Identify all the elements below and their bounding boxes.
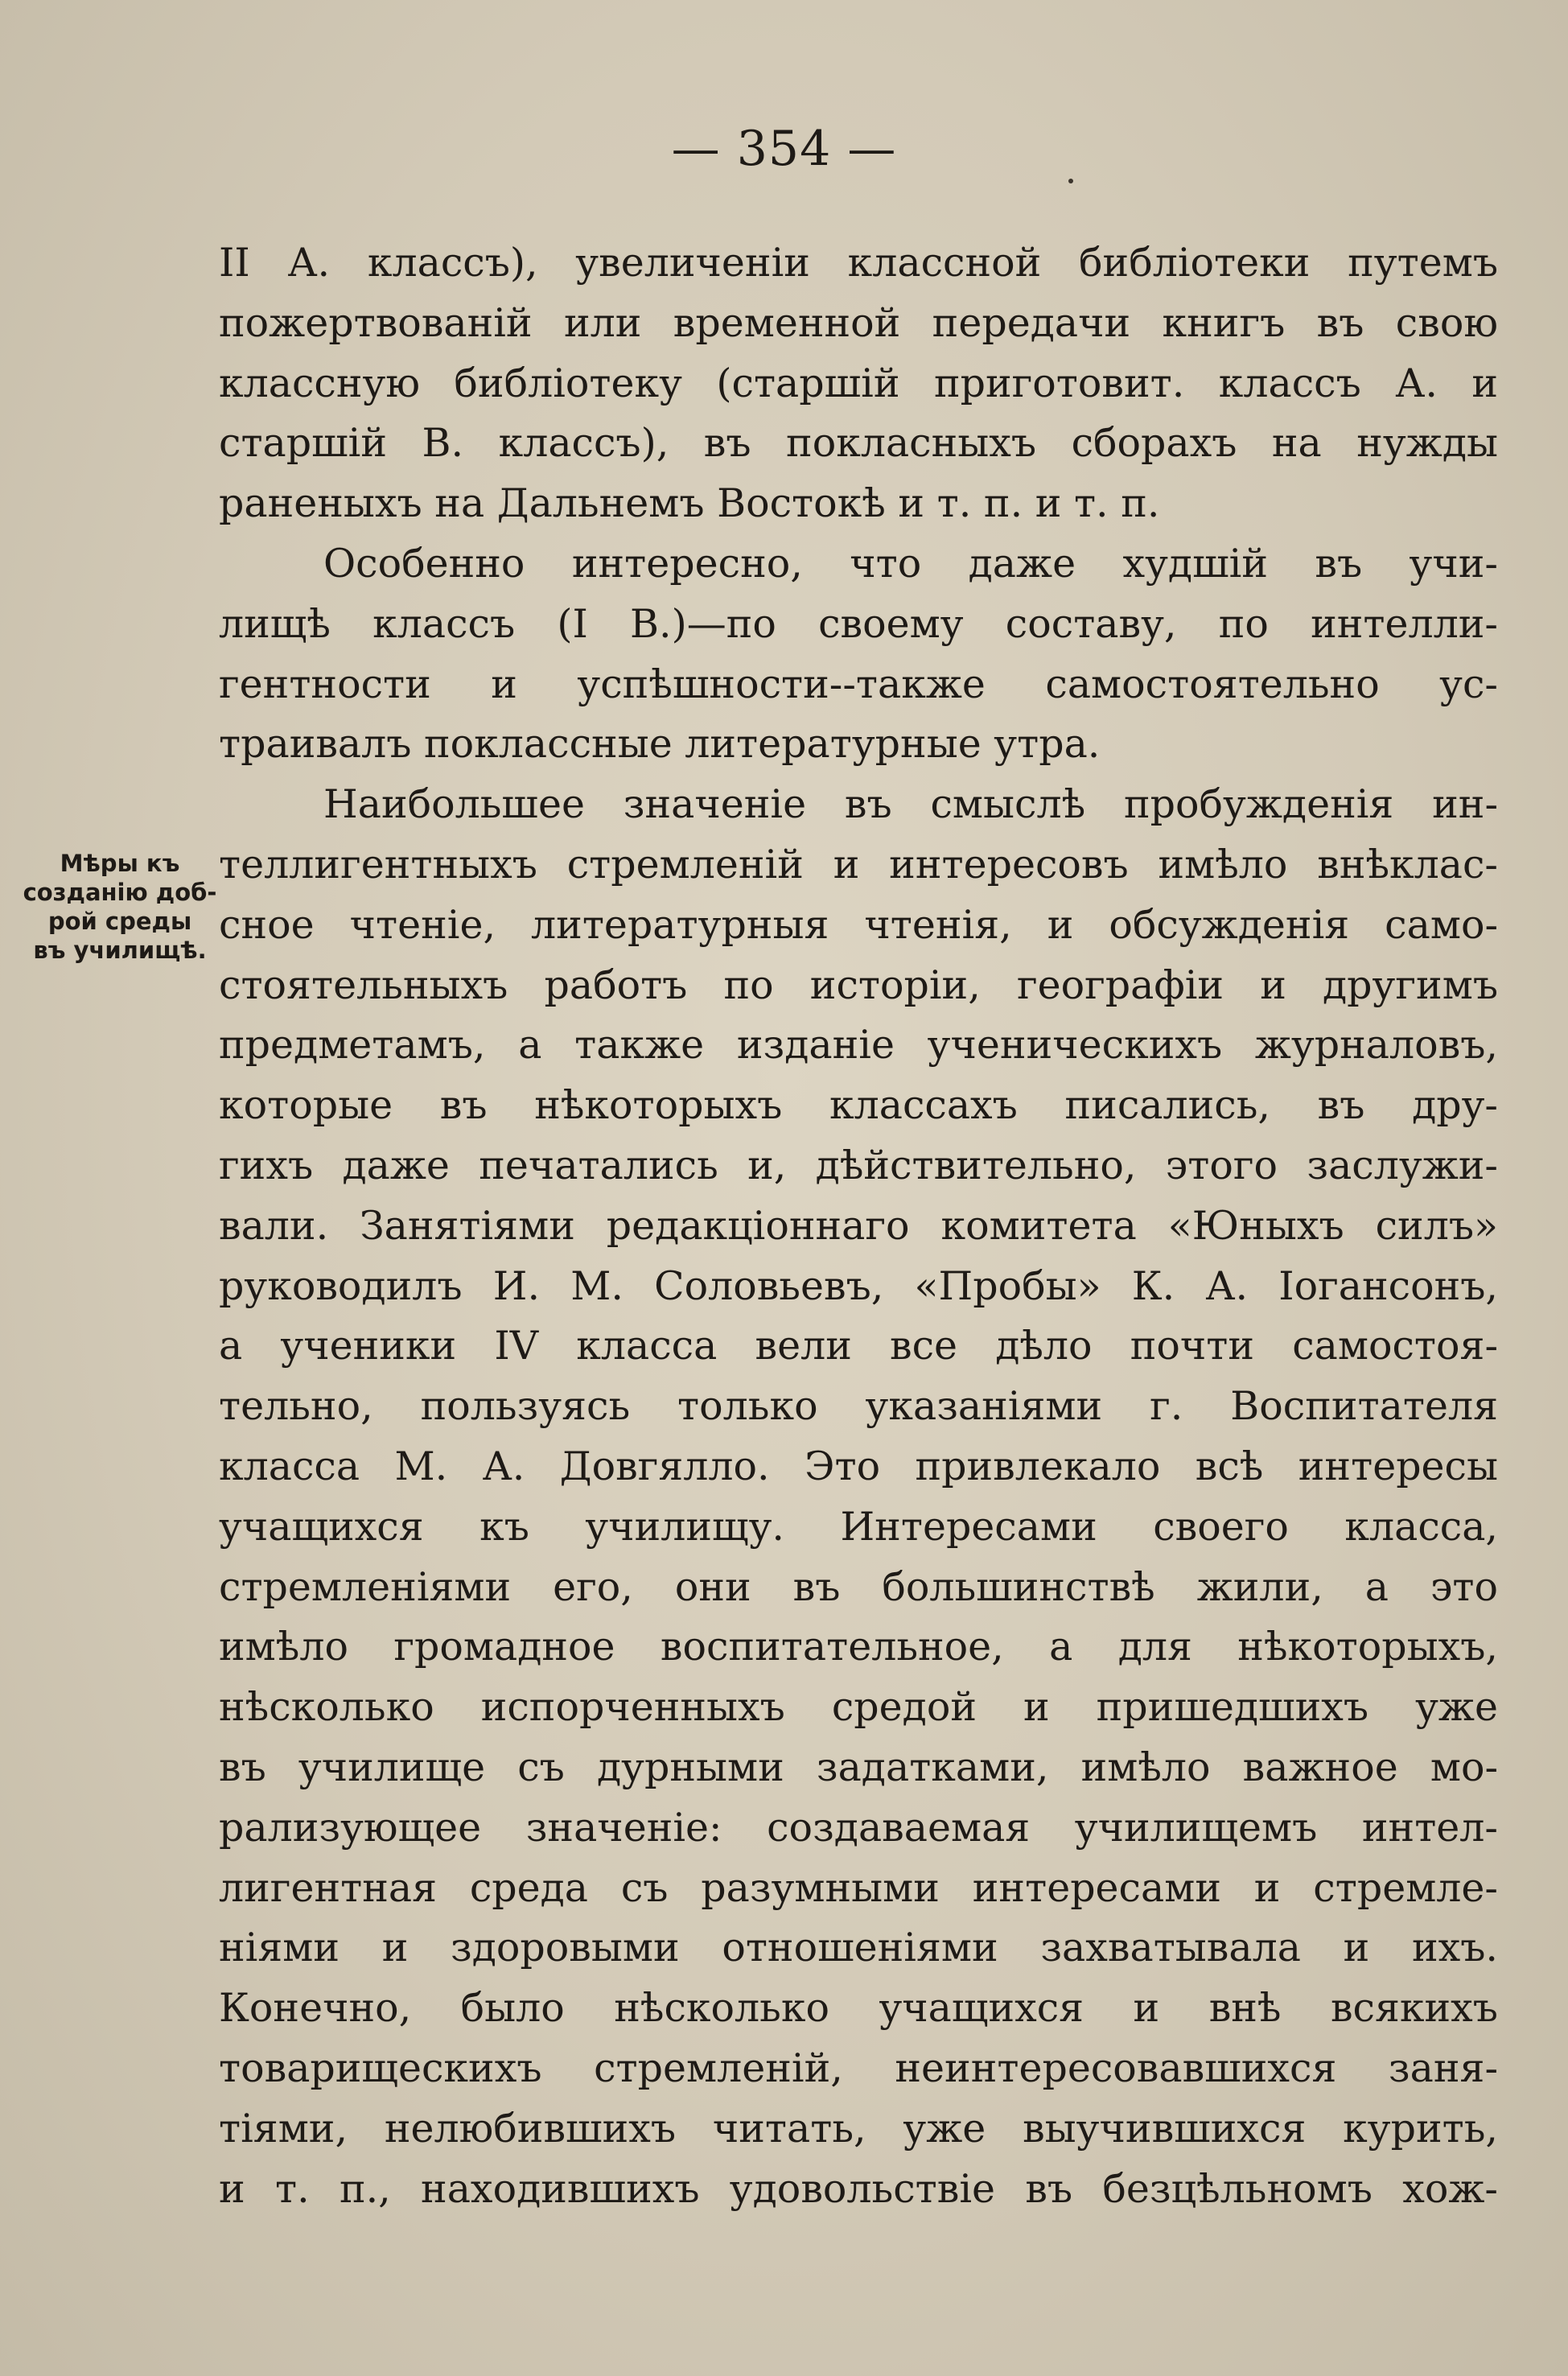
text-line: классную библіотеку (старшій приготовит. классъ А. и xyxy=(219,360,1498,406)
text-line: нѣсколько испорченныхъ средой и пришедшихъ уже xyxy=(219,1684,1498,1731)
page-number: — 354 — xyxy=(671,121,897,177)
text-line: и т. п., находившихъ удовольствіе въ безцѣльномъ хож- xyxy=(219,2165,1498,2212)
margin-note-line: рой среды xyxy=(47,908,192,935)
text-line: тіями, нелюбившихъ читать, уже выучившихся курить, xyxy=(219,2105,1498,2152)
text-line: учащихся къ училищу. Интересами своего класса, xyxy=(219,1503,1498,1550)
text-line: траивалъ покласcные литературные утра. xyxy=(219,721,1101,768)
text-line: лигентная среда съ разумными интересами и стремле- xyxy=(219,1864,1498,1911)
text-line: предметамъ, а также изданіе ученическихъ журналовъ, xyxy=(219,1022,1498,1069)
text-line: въ училище съ дурными задатками, имѣло важное мо- xyxy=(219,1744,1498,1790)
margin-note-line: въ училищѣ. xyxy=(33,937,207,964)
paragraph-start-line: Наибольшее значеніе въ смыслѣ пробужденія ин- xyxy=(323,781,1498,828)
text-line: гентности и успѣшности--также самостоятельно ус- xyxy=(219,661,1498,707)
text-line: Конечно, было нѣсколько учащихся и внѣ всякихъ xyxy=(219,1985,1498,2032)
text-line: стоятельныхъ работъ по исторіи, географіи и другимъ xyxy=(219,962,1498,1008)
text-line: теллигентныхъ стремленій и интересовъ имѣло внѣклас- xyxy=(219,841,1498,887)
text-line: старшій В. классъ), въ покласныхъ сборахъ на нужды xyxy=(219,420,1498,467)
text-line: ніями и здоровыми отношеніями захватывала и ихъ. xyxy=(219,1925,1498,1971)
text-line: лищѣ классъ (I В.)—по своему составу, по интелли- xyxy=(219,600,1498,647)
margin-note xyxy=(11,849,228,965)
text-line: тельно, пользуясь только указаніями г. Воспитателя xyxy=(219,1383,1498,1430)
margin-note-line: Мѣры къ xyxy=(60,850,180,877)
text-line: гихъ даже печатались и, дѣйствительно, этого заслужи- xyxy=(219,1142,1498,1188)
text-line: класса М. А. Довгялло. Это привлекало всѣ интересы xyxy=(219,1443,1498,1489)
text-line: стремленіями его, они въ большинствѣ жили, а это xyxy=(219,1563,1498,1610)
text-line: руководилъ И. М. Соловьевъ, «Пробы» К. А. Іогансонъ, xyxy=(219,1262,1498,1309)
text-line: которые въ нѣкоторыхъ классахъ писались, въ дру- xyxy=(219,1082,1498,1129)
text-line: рализующее значеніе: создаваемая училищемъ интел- xyxy=(219,1804,1498,1851)
text-line: товарищескихъ стремленій, неинтересовавшихся заня- xyxy=(219,2045,1498,2091)
text-line: а ученики IV класса вели все дѣло почти самостоя- xyxy=(219,1323,1498,1369)
margin-note-line: созданію доб- xyxy=(23,879,217,906)
text-line: вали. Занятіями редакціоннаго комитета «Юныхъ силъ» xyxy=(219,1202,1498,1249)
ink-speck xyxy=(1068,179,1073,183)
text-line: раненыхъ на Дальнемъ Востокѣ и т. п. и т. п. xyxy=(219,480,1160,527)
text-line: пожертвованій или временной передачи книгъ въ свою xyxy=(219,299,1498,346)
text-line: сное чтеніе, литературныя чтенія, и обсужденія само- xyxy=(219,901,1498,948)
paragraph-start-line: Особенно интересно, что даже худшій въ учи- xyxy=(323,540,1498,587)
body-text xyxy=(219,233,1498,2219)
text-line: II А. классъ), увеличеніи классной библіотеки путемъ xyxy=(219,240,1498,286)
text-line: имѣло громадное воспитательное, а для нѣкоторыхъ, xyxy=(219,1624,1498,1670)
